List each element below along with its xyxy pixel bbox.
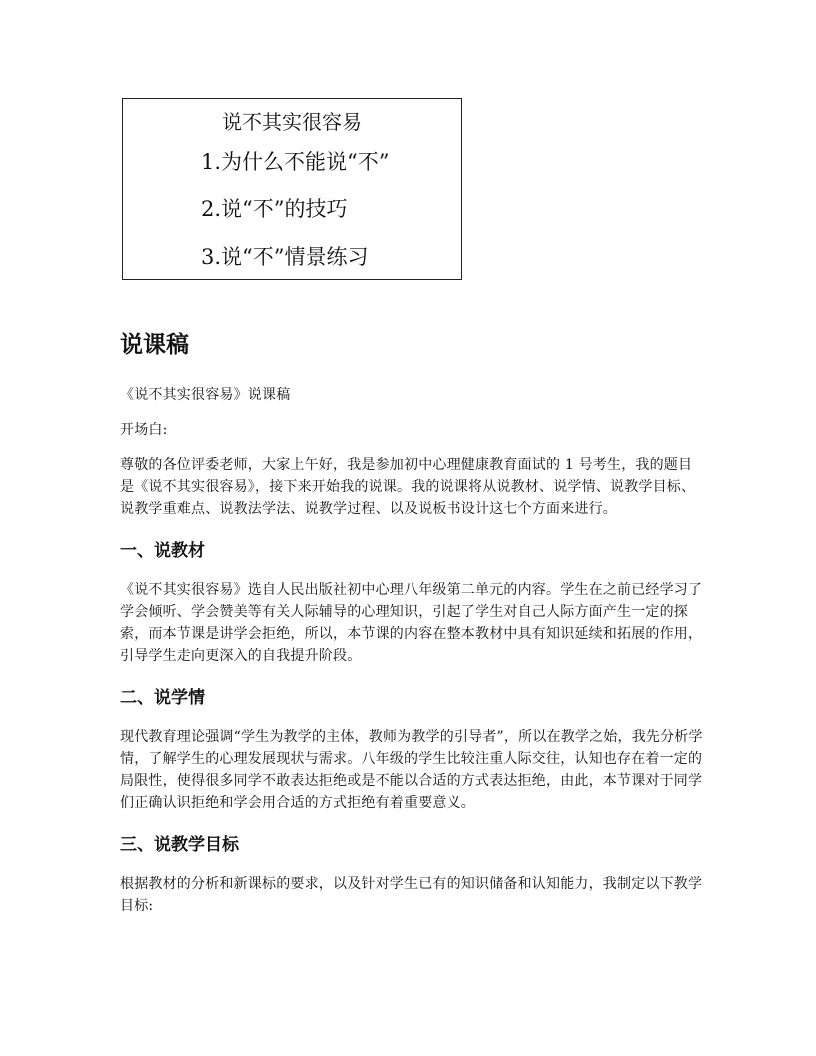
section-heading-textbook: 一、说教材	[120, 541, 205, 561]
board-item-1: 1.为什么不能说“不”	[201, 150, 390, 174]
section-paragraph-students: 现代教育理论强调“学生为教学的主体，教师为教学的引导者”，所以在教学之始，我先分析学情，了解学生的心理发展现状与需求。八年级的学生比较注重人际交往，认知也存在着一定的局限性，使得很多同学不敢表达拒绝或是不能以合适的方式表达拒绝，由此，本节课对于同学们正确认识拒绝和学会用合适的方式拒绝有着重要意义。	[120, 729, 703, 811]
document-subtitle: 《说不其实很容易》说课稿	[120, 387, 291, 403]
opening-label: 开场白:	[120, 422, 168, 438]
board-title: 说不其实很容易	[222, 110, 362, 134]
document-title: 说课稿	[120, 332, 189, 358]
section-heading-students: 二、说学情	[120, 688, 205, 708]
blackboard-design-box	[122, 98, 462, 280]
board-item-2: 2.说“不”的技巧	[201, 197, 348, 221]
section-heading-objectives: 三、说教学目标	[120, 835, 239, 855]
section-paragraph-textbook: 《说不其实很容易》选自人民出版社初中心理八年级第二单元的内容。学生在之前已经学习了学会倾听、学会赞美等有关人际辅导的心理知识，引起了学生对自己人际方面产生一定的探索，而本节课是讲学会拒绝，所以，本节课的内容在整本教材中具有知识延续和拓展的作用，引导学生走向更深入的自我提升阶段。	[120, 582, 703, 664]
document-body	[120, 328, 704, 930]
section-paragraph-objectives: 根据教材的分析和新课标的要求，以及针对学生已有的知识储备和认知能力，我制定以下教学目标:	[120, 876, 703, 914]
board-item-3: 3.说“不”情景练习	[201, 245, 369, 269]
opening-paragraph: 尊敬的各位评委老师，大家上午好，我是参加初中心理健康教育面试的 1 号考生，我的题目是《说不其实很容易》，接下来开始我的说课。我的说课将从说教材、说学情、说教学目标、说教学重难点、说教法学法、说教学过程、以及说板书设计这七个方面来进行。	[120, 457, 696, 517]
